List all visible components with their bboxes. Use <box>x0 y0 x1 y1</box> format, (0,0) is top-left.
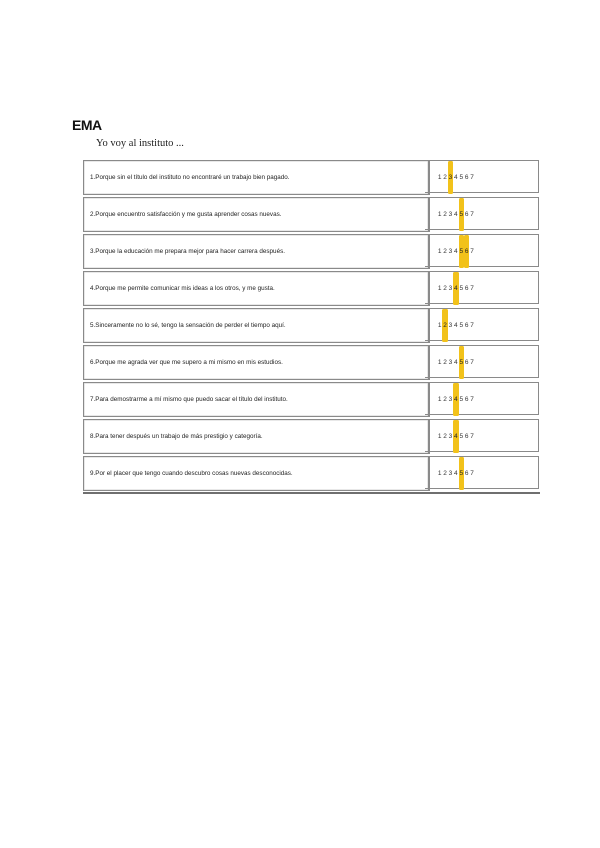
rating-option: 2 <box>443 359 447 366</box>
rating-option: 1 <box>437 174 442 181</box>
rating-option-selected: 4 <box>453 420 458 453</box>
question-row <box>83 382 540 419</box>
question-text: 5.Sinceramente no lo sé, tengo la sensación de perder el tiempo aquí. <box>83 308 430 343</box>
question-text: 9.Por el placer que tengo cuando descubro cosas nuevas desconocidas. <box>83 456 430 491</box>
rating-option-selected: 6 <box>464 235 469 268</box>
rating-option: 1 <box>437 433 442 440</box>
rating-scale <box>425 160 539 193</box>
rating-option-selected: 5 <box>459 235 464 268</box>
rating-option: 2 <box>443 174 447 181</box>
rating-option: 7 <box>470 322 474 329</box>
rating-option: 1 <box>437 211 442 218</box>
question-row <box>83 308 540 345</box>
rating-option: 4 <box>454 470 458 477</box>
question-row <box>83 160 540 197</box>
question-text: 3.Porque la educación me prepara mejor para hacer carrera después. <box>83 234 430 269</box>
rating-option: 7 <box>470 285 474 292</box>
rating-option: 1 <box>437 396 442 403</box>
rating-option: 5 <box>459 174 464 181</box>
rating-option: 4 <box>454 359 458 366</box>
question-text: 6.Porque me agrada ver que me supero a mi mismo en mis estudios. <box>83 345 430 380</box>
question-row <box>83 234 540 271</box>
rating-option: 6 <box>464 174 469 181</box>
rating-scale <box>425 234 539 267</box>
rating-option: 5 <box>459 396 464 403</box>
rating-option: 4 <box>454 174 458 181</box>
rating-option: 6 <box>464 470 469 477</box>
rating-option: 3 <box>448 433 453 440</box>
rating-option: 6 <box>464 359 469 366</box>
rating-option: 2 <box>443 285 447 292</box>
rating-option-selected: 2 <box>442 309 447 342</box>
rating-option: 1 <box>437 322 442 329</box>
rating-scale <box>425 271 539 304</box>
rating-option: 7 <box>470 211 474 218</box>
rating-option: 6 <box>464 211 469 218</box>
rating-option: 2 <box>443 211 447 218</box>
rating-option: 1 <box>437 285 442 292</box>
rating-option: 5 <box>459 322 464 329</box>
question-row <box>83 345 540 382</box>
rating-option: 4 <box>454 322 458 329</box>
rating-option: 7 <box>470 470 474 477</box>
rating-option: 7 <box>470 433 474 440</box>
rating-option: 2 <box>443 396 447 403</box>
rating-option: 2 <box>443 433 447 440</box>
rating-option: 7 <box>470 174 474 181</box>
question-row <box>83 271 540 308</box>
rating-option: 1 <box>437 248 442 255</box>
document-heading: EMA <box>72 117 102 133</box>
rating-option: 3 <box>448 322 453 329</box>
rating-option: 7 <box>470 248 474 255</box>
rating-option: 2 <box>443 248 447 255</box>
rating-scale <box>425 382 539 415</box>
rating-option-selected: 4 <box>453 272 458 305</box>
rating-option: 3 <box>448 248 453 255</box>
question-row <box>83 197 540 234</box>
rating-option-selected: 3 <box>448 161 453 194</box>
rating-option: 6 <box>464 433 469 440</box>
question-text: 2.Porque encuentro satisfacción y me gusta aprender cosas nuevas. <box>83 197 430 232</box>
questionnaire-table <box>83 160 540 494</box>
rating-option: 4 <box>454 211 458 218</box>
rating-option: 1 <box>437 470 442 477</box>
rating-option-selected: 5 <box>459 346 464 379</box>
rating-option: 5 <box>459 285 464 292</box>
rating-option: 4 <box>454 248 458 255</box>
rating-option: 6 <box>464 396 469 403</box>
question-text: 1.Porque sin el título del instituto no encontraré un trabajo bien pagado. <box>83 160 430 195</box>
question-row <box>83 456 540 493</box>
rating-option-selected: 4 <box>453 383 458 416</box>
question-text: 8.Para tener después un trabajo de más prestigio y categoría. <box>83 419 430 454</box>
rating-option: 3 <box>448 211 453 218</box>
rating-option: 3 <box>448 359 453 366</box>
rating-option: 5 <box>459 433 464 440</box>
rating-option-selected: 5 <box>459 198 464 231</box>
rating-option-selected: 5 <box>459 457 464 490</box>
rating-option: 6 <box>464 285 469 292</box>
question-text: 7.Para demostrarme a mí mismo que puedo sacar el título del instituto. <box>83 382 430 417</box>
rating-option: 3 <box>448 285 453 292</box>
question-row <box>83 419 540 456</box>
rating-scale <box>425 345 539 378</box>
rating-option: 7 <box>470 359 474 366</box>
rating-scale <box>425 308 539 341</box>
rating-option: 3 <box>448 396 453 403</box>
rating-option: 7 <box>470 396 474 403</box>
rating-option: 1 <box>437 359 442 366</box>
questionnaire-subtitle: Yo voy al instituto ... <box>96 138 184 149</box>
rating-option: 3 <box>448 470 453 477</box>
rating-scale <box>425 197 539 230</box>
rating-scale <box>425 456 539 489</box>
rating-option: 6 <box>464 322 469 329</box>
rating-scale <box>425 419 539 452</box>
rating-option: 2 <box>443 470 447 477</box>
question-text: 4.Porque me permite comunicar mis ideas a los otros, y me gusta. <box>83 271 430 306</box>
